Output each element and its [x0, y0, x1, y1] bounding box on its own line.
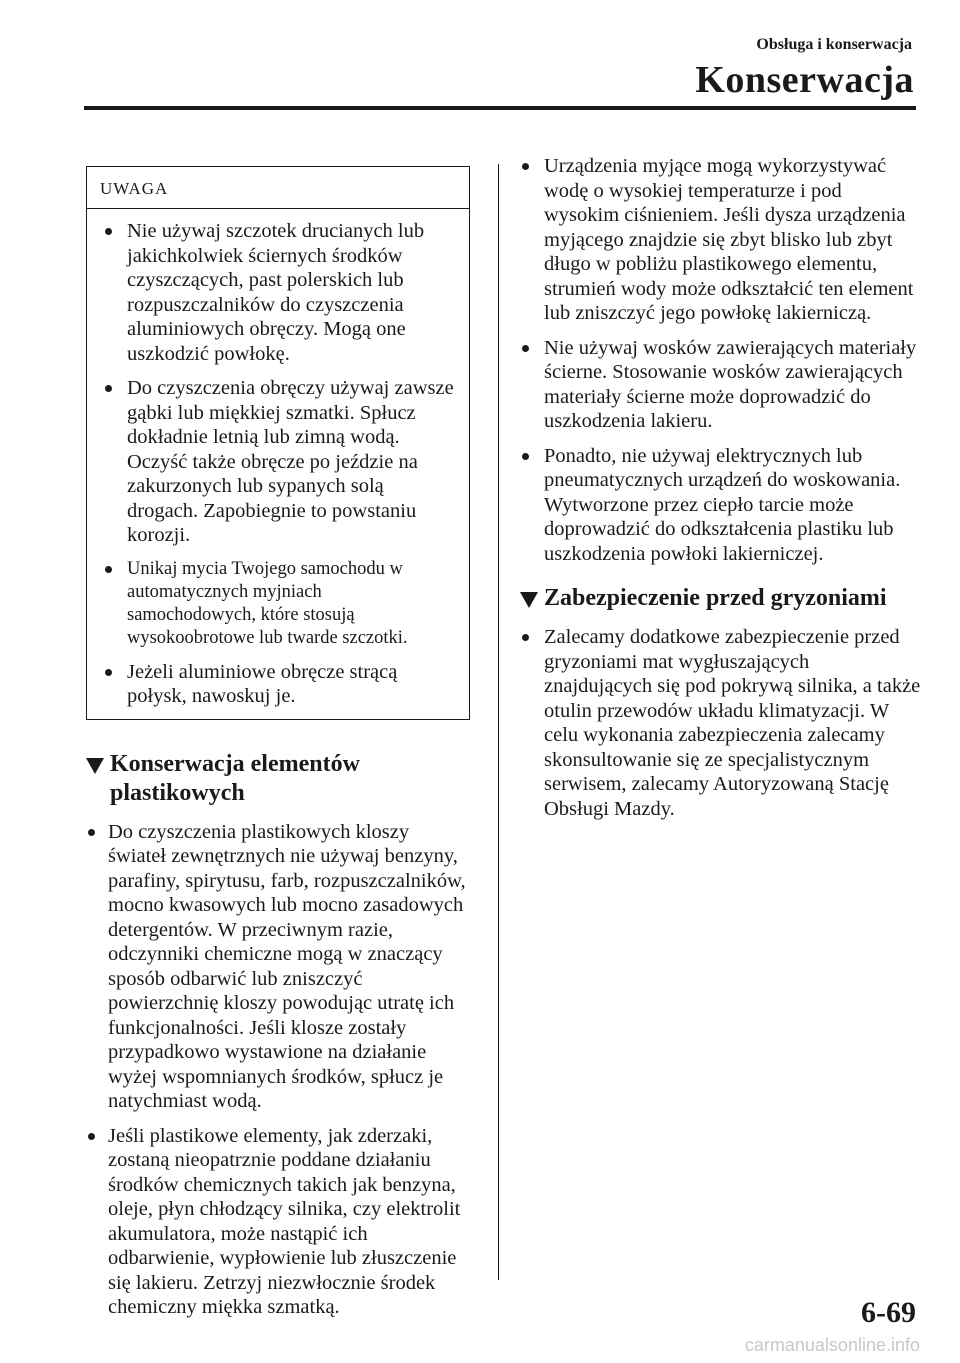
- section-subtitle: Obsługa i konserwacja: [756, 36, 912, 53]
- triangle-down-icon: [86, 758, 104, 774]
- list-item: [520, 625, 922, 821]
- notice-item: [101, 558, 455, 650]
- bullet-icon: [522, 634, 529, 641]
- section-heading-text: Zabezpieczenie przed gryzoniami: [544, 585, 887, 611]
- list-item-text: Jeśli plastikowe elementy, jak zderzaki, zostaną nieopatrznie poddane działaniu środków chemicznych takich jak benzyna, oleje, płyn chłodzący silnika, czy elektrolit akumulatora, może nastąpić ich odbarwienie, wypłowienie lub złuszczenie się lakieru. Zetrzyj niezwłocznie środek chemiczny miękka szmatką.: [108, 1124, 461, 1318]
- notice-item-text: Do czyszczenia obręczy używaj zawsze gąbki lub miękkiej szmatki. Spłucz dokładnie letnią lub zimną wodą. Oczyść także obręcze po jeździe na zakurzonych lub sypanych solą drogach. Zapobiegnie to powstaniu korozji.: [127, 377, 454, 546]
- list-item-text: Ponadto, nie używaj elektrycznych lub pneumatycznych urządzeń do woskowania. Wytworzone przez ciepło tarcie może doprowadzić do odkształcenia plastiku lub uszkodzenia powłoki lakierniczej.: [544, 444, 901, 565]
- notice-label: UWAGA: [87, 167, 469, 209]
- list-item-text: Nie używaj wosków zawierających materiały ścierne. Stosowanie wosków zawierających materiały ścierne może doprowadzić do uszkodzenia lakieru.: [544, 336, 917, 432]
- notice-box: [86, 166, 470, 720]
- list-item: [520, 336, 922, 434]
- list-item: [86, 1124, 470, 1320]
- notice-item-text: Jeżeli aluminiowe obręcze strącą połysk, nawoskuj je.: [127, 660, 398, 707]
- header-rule: [84, 106, 916, 110]
- notice-item-text: Unikaj mycia Twojego samochodu w automatycznych myjniach samochodowych, które stosują wysokoobrotowe lub twarde szczotki.: [127, 558, 408, 648]
- watermark: carmanualsonline.info: [744, 1335, 920, 1355]
- bullet-icon: [105, 669, 112, 676]
- page-title: Konserwacja: [695, 59, 914, 101]
- page-number: 6-69: [861, 1296, 916, 1329]
- bullet-icon: [105, 228, 112, 235]
- list-item-text: Urządzenia myjące mogą wykorzystywać wodę o wysokiej temperaturze i pod wysokim ciśnieniem. Jeśli dysza urządzenia myjącego znajdzie się zbyt blisko lub zbyt długo w pobliżu plastikowego elementu, strumień wody może odkształcić ten element lub zniszczyć jego powłokę lakierniczą.: [544, 155, 914, 324]
- list-item-text: Do czyszczenia plastikowych kloszy świateł zewnętrznych nie używaj benzyny, parafiny, spirytusu, farb, rozpuszczalników, mocno kwasowych lub mocno zasadowych detergentów. W przeciwnym razie, odczynniki chemiczne mogą w znaczący sposób odbarwić lub zniszczyć powierzchnię kloszy powodując utratę ich funkcjonalności. Jeśli klosze zostały przypadkowo wystawione na działanie wyżej wspomnianych środków, spłucz je natychmiast wodą.: [108, 820, 466, 1112]
- bullet-icon: [88, 1133, 95, 1140]
- bullet-icon: [522, 453, 529, 460]
- notice-item-text: Nie używaj szczotek drucianych lub jakichkolwiek ściernych środków czyszczących, past polerskich lub rozpuszczalników do czyszczenia aluminiowych obręczy. Mogą one uszkodzić powłokę.: [127, 220, 425, 365]
- bullet-icon: [522, 345, 529, 352]
- bullet-icon: [105, 566, 112, 573]
- notice-list: [87, 209, 469, 709]
- section-heading-text: Konserwacja elementów plastikowych: [110, 750, 360, 806]
- section-heading-plastic: [86, 750, 470, 808]
- section-heading-rodents: [520, 584, 922, 613]
- column-divider: [498, 164, 499, 1280]
- list-item-text: Zalecamy dodatkowe zabezpieczenie przed gryzoniami mat wygłuszających znajdujących się pod pokrywą silnika, a także otulin przewodów układu klimatyzacji. W celu wykonania zabezpieczenia zalecamy skonsultowanie się ze specjalistycznym serwisem, zalecamy Autoryzowaną Stację Obsługi Mazdy.: [544, 626, 921, 820]
- bullet-icon: [522, 163, 529, 170]
- right-column: [520, 154, 922, 831]
- plastic-list: [86, 820, 470, 1320]
- notice-item: [101, 219, 455, 366]
- notice-item: [101, 660, 455, 709]
- bullet-icon: [88, 829, 95, 836]
- list-item: [520, 444, 922, 567]
- list-item: [86, 820, 470, 1114]
- notice-item: [101, 376, 455, 548]
- list-item: [520, 154, 922, 326]
- triangle-down-icon: [520, 592, 538, 608]
- left-column: [86, 166, 470, 1330]
- bullet-icon: [105, 385, 112, 392]
